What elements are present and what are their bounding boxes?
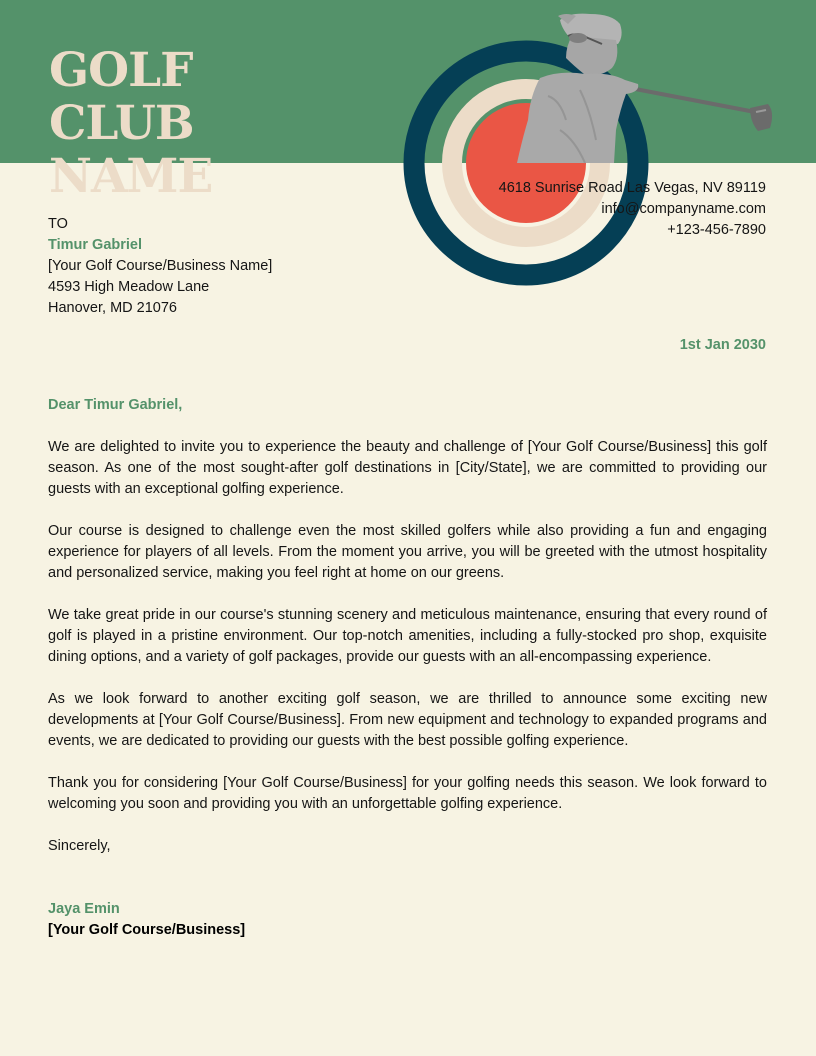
- paragraph: Thank you for considering [Your Golf Course/Business] for your golfing needs this season. We look forward to welcoming you soon and providing you with an unforgettable golfing experience.: [48, 775, 767, 812]
- recipient-company: [Your Golf Course/Business Name]: [48, 258, 273, 274]
- club-name-line1: GOLF CLUB: [49, 43, 194, 151]
- paragraph: We take great pride in our course's stunning scenery and meticulous maintenance, ensuring that every round of golf is played in a pristine environment. Our top-notch amenities, including a fully-stocked pro shop, exquisite dining options, and a variety of golf packages, provide our guests with an all-encompassing experience.: [48, 607, 767, 665]
- paragraph: As we look forward to another exciting golf season, we are thrilled to announce some exciting new developments at [Your Golf Course/Business]. From new equipment and technology to expanded programs and events, we are dedicated to providing our guests with the best possible golfing experience.: [48, 691, 767, 749]
- sender-address: 4618 Sunrise Road Las Vegas, NV 89119: [498, 180, 766, 196]
- recipient-street: 4593 High Meadow Lane: [48, 279, 210, 295]
- sender-phone: +123-456-7890: [667, 222, 766, 238]
- paragraph: We are delighted to invite you to experience the beauty and challenge of [Your Golf Course/Business] this golf season. As one of the most sought-after golf destinations in [City/State], we are committed to providing our guests with an exceptional golfing experience.: [48, 439, 767, 497]
- paragraph: Our course is designed to challenge even the most skilled golfers while also providing a fun and engaging experience for players of all levels. From the moment you arrive, you will be greeted with the utmost hospitality and personalized service, making you feel right at home on our greens.: [48, 523, 767, 581]
- letter-body: [48, 395, 767, 941]
- club-name-line2: NAME: [49, 149, 213, 204]
- recipient-name: Timur Gabriel: [48, 237, 143, 253]
- signer-company: [Your Golf Course/Business]: [48, 922, 246, 938]
- recipient-city: Hanover, MD 21076: [48, 300, 177, 316]
- recipient-block: [48, 214, 272, 319]
- salutation: Dear Timur Gabriel,: [48, 397, 183, 413]
- recipient-label: TO: [48, 216, 68, 232]
- letter-date: 1st Jan 2030: [679, 337, 766, 353]
- signer-name: Jaya Emin: [48, 901, 120, 917]
- sender-contact-block: [499, 178, 766, 241]
- sender-email[interactable]: info@companyname.com: [601, 201, 766, 217]
- closing: Sincerely,: [48, 838, 111, 854]
- golfer-swinging-club-icon: [0, 0, 816, 163]
